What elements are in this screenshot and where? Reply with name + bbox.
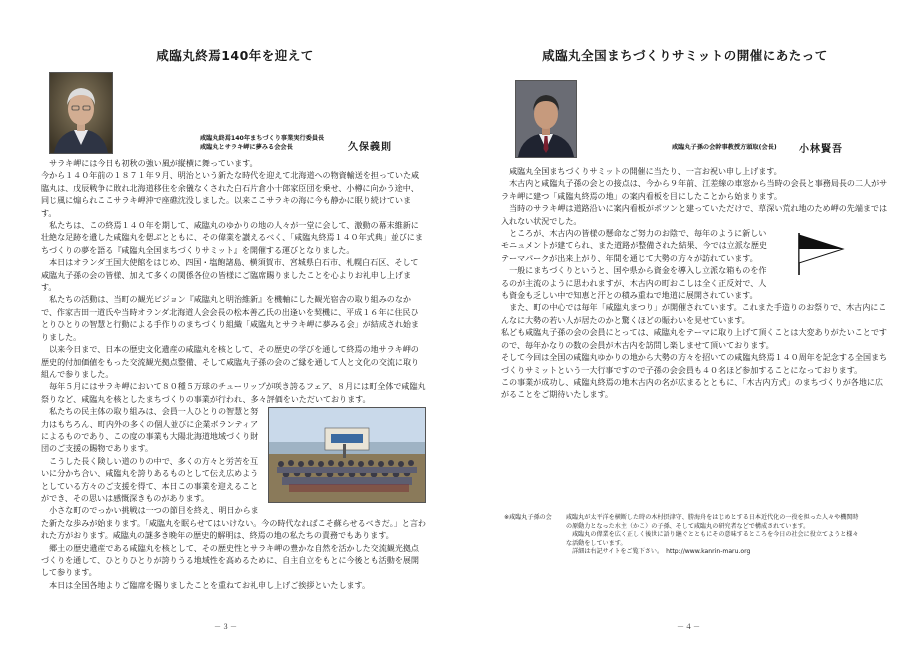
left-paragraph: 今から１４０年前の１８７１年９月、明治という新たな時代を迎えて北海道への物資輸送を担っていた咸臨丸は、戊辰戦争に敗れ北海道移住を余儀なくされた白石片倉小十郎家臣団を乗せ、小樽に向かう途中、同じ風に煽られここサラキ岬沖で座礁沈没しました。以来ここサラキの海に今も静かに眠り続けています。 <box>41 170 420 218</box>
right-title: 咸臨丸全国まちづくりサミットの開催にあたって <box>542 48 828 63</box>
left-title: 咸臨丸終焉140年を迎えて <box>156 48 314 63</box>
left-paragraph: 小さな町のでっかい挑戦は一つの節目を終え、明日からまた新たな歩みが始まります。「咸臨丸を眠らせてはいけない。今の時代なればこそ蘇らせるべきだ。」と言われた方がおります。咸臨丸の謎多き晩年の歴史的解明は、終焉の地の私たちの責務でもあります。 <box>41 505 426 541</box>
note-line: 咸臨丸が太平洋を横断した時の木村摂津守、勝海舟をはじめとする日本近代化の一役を担った人々や機関時の原動力となった水主（かこ）の子孫、そして咸臨丸の研究者などで構成されています。 <box>566 514 859 530</box>
left-paragraph: 郷土の歴史遺産である咸臨丸を核として、その歴史性とサラキ岬の豊かな自然を活かした交流観光拠点づくりを通して、ひとりひとりが誇りうる地域性を高めるために、自主自立をもとに今後とも活動を展開して参ります。 <box>41 542 419 578</box>
right-paragraph: 木古内と咸臨丸子孫の会との接点は、今から９年前、江差線の車窓から当時の会長と事務局長の二人がサラキ岬に建つ「咸臨丸終焉の地」の案内看板を目にしたことから始まります。 <box>501 178 888 201</box>
left-role-line2: 咸臨丸とサラキ岬に夢みる会会長 <box>200 144 293 151</box>
right-body <box>501 165 889 401</box>
left-signature-name: 久保義則 <box>348 142 392 153</box>
portrait-photo-kubo <box>49 72 113 154</box>
left-body <box>41 157 426 591</box>
right-paragraph: そして今回は全国の咸臨丸ゆかりの地から大勢の方々を招いての咸臨丸終焉１４０周年を記念する全国まちづくりサミットという一大行事ですので子孫の会会員も４０名ほど参加することになっております。 <box>501 352 888 375</box>
right-page-number: －４－ <box>677 623 701 631</box>
left-paragraph: 毎年５月にはサラキ岬において８０種５万球のチューリップが咲き誇るフェア、８月には町全体で咸臨丸祭りなど、咸臨丸を核としたまちづくりの事業が行われ、多々評価をいただいております。 <box>41 381 426 404</box>
left-signature-role <box>200 134 324 152</box>
descendants-note <box>504 514 894 574</box>
right-paragraph: この事業が成功し、咸臨丸終焉の地木古内の名が広まるとともに、「木古内方式」のまちづくりが各地に広がることをご期待いたします。 <box>501 376 883 400</box>
right-paragraph: 私ども咸臨丸子孫の会の会員にとっては、咸臨丸をテーマに取り上げて頂くことは大変ありがたいことですので、毎年かなりの数の会員が木古内を訪問し楽しませて頂いております。 <box>501 327 887 350</box>
left-paragraph: 私たちは、この終焉１４０年を期して、咸臨丸のゆかりの地の人々が一堂に会して、激動の幕末維新に壮絶な足跡を遺した咸臨丸を偲ぶとともに、その偉業を讃えるべく、「咸臨丸終焉１４０年式典」並びにまちづくりの夢を語る『咸臨丸全国まちづくりサミット』を開催する運びとなりました。 <box>41 220 423 255</box>
left-paragraph: 以来今日まで、日本の歴史文化遺産の咸臨丸を核として、その歴史の学びを通して終焉の地サラキ岬の歴史的付加価値をもった交流観光拠点整備、そして咸臨丸子孫の会のご縁を通して人と文化の交流に取り組んで参りました。 <box>41 344 420 379</box>
right-paragraph: 咸臨丸全国まちづくりサミットの開催に当たり、一言お祝い申し上げます。 <box>509 166 782 176</box>
right-paragraph: ところが、木古内の皆様の懸命なご努力のお陰で、毎年のように新しいモニュメントが建てられ、また道路が整備された結果、今では立派な歴史テーマパークが出来上がり、年間を通じて大勢の方々が訪れています。 <box>501 228 767 263</box>
left-paragraph: こうした長く険しい道のりの中で、多くの方々と労苦を互いに分かち合い、咸臨丸を誇りあるものとして伝え広めようとしている方々のご支援を得て、本日この事業を迎えることができ、その思いは感慨深きものがあります。 <box>41 455 259 503</box>
note-body <box>566 514 862 557</box>
left-paragraph: 本日は全国各地よりご臨席を賜りましたことを重ねてお礼申し上げご挨拶といたします。 <box>49 579 370 590</box>
left-paragraph: 私たちの活動は、当町の観光ビジョン『咸臨丸と明治維新』を機軸にした観光宿舎の取り組みのなかで、作家吉田一道氏や当時オランダ北海道人会会長の松本善乙氏の出逢いを契機に、平成１６年に住民ひとりひとりの智慧と行動による手作りのまちづくり組織「咸臨丸とサラキ岬に夢みる会」が結成され始まりました。 <box>41 294 419 342</box>
right-signature-name: 小林賢吾 <box>799 144 843 155</box>
right-paragraph: また、町の中心では毎年「咸臨丸まつり」が開催されています。これまた手造りのお祭りで、木古内にこんなに大勢の若い人が居たのかと驚くほどの賑わいを見せています。 <box>501 302 887 325</box>
right-signature-role: 咸臨丸子孫の会幹事教授方頭取(会長) <box>672 144 777 151</box>
note-label: ※咸臨丸子孫の会 <box>504 514 552 521</box>
left-paragraph: 本日はオランダ王国大使館をはじめ、四国・塩飽諸島、横須賀市、宮城県白石市、札幌白石区、そして咸臨丸子孫の会の皆様、加えて多くの関係各位の皆様にご臨席賜りましたことを心よりお礼申し上げます。 <box>41 257 419 293</box>
pennant-flag-icon <box>779 229 889 279</box>
right-paragraph: 当時のサラキ岬は道路沿いに案内看板がポツンと建っていただけで、草深い荒れ地のため岬の先端までは入れない状況でした。 <box>501 203 887 226</box>
portrait-photo-kobayashi <box>515 80 577 158</box>
note-line: 咸臨丸の偉業を広く正しく後世に語り継ぐとともにその意味するところを今日の社会に役立てようと様々な活動をしています。 <box>566 531 859 547</box>
left-paragraph: サラキ岬には今日も初秋の強い風が縦横に舞っています。 <box>49 158 258 168</box>
left-paragraph: 私たちの民主体の取り組みは、会員一人ひとりの智慧と努力はもちろん、町内外の多くの個人並びに企業ボランティアによるものであり、この度の事業も大陽北海道地域づくり財団のご支援の賜物であります。 <box>41 406 259 454</box>
left-page-number: －３－ <box>214 623 238 631</box>
left-role-line1: 咸臨丸終焉140年まちづくり事業実行委員長 <box>200 135 325 142</box>
group-photo <box>268 407 426 503</box>
note-line: 詳細は右記サイトをご覧下さい。 http://www.kanrin-maru.org <box>572 548 751 555</box>
right-page <box>460 0 920 648</box>
right-paragraph: 一般にまちづくりというと、国や県から資金を導入し立派な箱ものを作るのが主流のように思われますが、木古内の町おこしは全く正反対で、人も資金も乏しい中で知恵と汗との積み重ねで地道に展開されています。 <box>501 265 767 301</box>
